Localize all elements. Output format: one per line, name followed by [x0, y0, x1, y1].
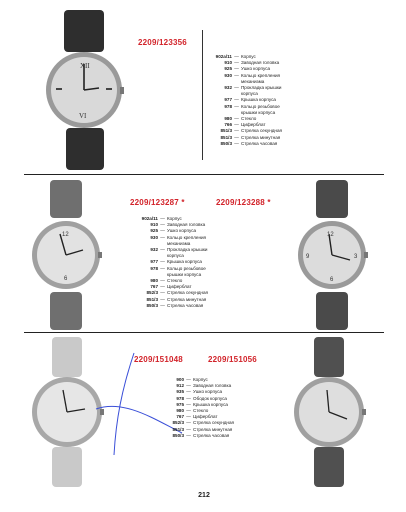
svg-text:12: 12	[327, 232, 334, 238]
watch-image-123287	[30, 180, 102, 330]
part-row: 978 — Кольцо резьбовое крышки корпуса	[224, 103, 280, 115]
part-row: 980 — Стекло	[176, 408, 209, 414]
watch-image-151056	[292, 337, 366, 487]
part-row: 850/3 — Стрелка часовая	[220, 140, 278, 146]
model-number: 2209/123356	[138, 38, 187, 47]
part-row: 925 — Ушко корпуса	[224, 66, 271, 72]
parts-list	[154, 377, 247, 439]
part-row: 852/3 — Стрелка секундная	[146, 290, 209, 296]
model-number: 2209/123288 *	[216, 198, 271, 207]
svg-text:VI: VI	[79, 112, 87, 120]
watch-image-123288	[296, 180, 368, 330]
page-number: 212	[198, 492, 210, 499]
model-number: 2209/151056	[208, 355, 257, 364]
part-row: 980 — Стекло	[150, 278, 183, 284]
section-2209-151048-151056	[24, 337, 384, 487]
part-row: 851/3 — Стрелка секундная	[220, 128, 283, 134]
section-divider	[24, 174, 384, 175]
catalog-page	[24, 10, 384, 505]
part-row: 852/3 — Стрелка секундная	[172, 420, 235, 426]
svg-text:6: 6	[330, 277, 334, 283]
svg-text:9: 9	[306, 254, 310, 260]
part-row: 910 — Заводная головка	[150, 222, 206, 228]
part-row: 975 — Крышка корпуса	[176, 401, 228, 407]
part-row: 980 — Стекло	[224, 116, 257, 122]
section-2209-123287-123288	[24, 180, 384, 330]
part-row: 930 — Кольцо крепления механизма	[150, 234, 207, 246]
part-row: 902a/11 — Корпус	[215, 54, 256, 59]
watch-image-123356	[44, 10, 124, 170]
part-row: 851/3 — Стрелка минутная	[220, 134, 281, 140]
part-row: 851/3 — Стрелка минутная	[172, 426, 233, 432]
part-row: 935 — Ушко корпуса	[176, 389, 223, 395]
part-row: 851/3 — Стрелка минутная	[146, 296, 207, 302]
part-row: 767 — Циферблат	[150, 284, 192, 290]
parts-list	[202, 54, 295, 147]
part-row: 930 — Кольцо крепления механизма	[224, 72, 281, 84]
parts-list	[128, 216, 221, 309]
watch-image-151048	[30, 337, 104, 487]
part-row: 977 — Крышка корпуса	[224, 97, 276, 103]
part-row: 766 — Циферблат	[224, 122, 266, 128]
svg-text:12: 12	[62, 232, 69, 238]
part-row: 850/3 — Стрелка часовая	[172, 432, 230, 438]
part-row: 978 — Кольцо резьбовое крышки корпуса	[150, 265, 206, 277]
part-row: 932 — Прокладка крышки корпуса	[150, 247, 208, 259]
part-row: 850/3 — Стрелка часовая	[146, 302, 204, 308]
svg-text:6: 6	[64, 276, 68, 282]
section-2209-123356	[24, 10, 384, 170]
part-row: 910 — Заводная головка	[224, 60, 280, 66]
part-row: 925 — Ушко корпуса	[150, 228, 197, 234]
model-number: 2209/123287 *	[130, 198, 185, 207]
svg-text:3: 3	[354, 254, 358, 260]
model-number: 2209/151048	[134, 355, 183, 364]
part-row: 900 — Корпус	[176, 377, 208, 382]
svg-text:XII: XII	[80, 62, 90, 70]
part-row: 977 — Крышка корпуса	[150, 259, 202, 265]
part-row: 978 — Ободок корпуса	[176, 395, 227, 401]
part-row: 767 — Циферблат	[176, 414, 218, 420]
part-row: 902a/11 — Корпус	[141, 216, 182, 221]
part-row: 932 — Прокладка крышки корпуса	[224, 85, 282, 97]
section-divider	[24, 332, 384, 333]
part-row: 912 — Заводная головка	[176, 383, 232, 389]
